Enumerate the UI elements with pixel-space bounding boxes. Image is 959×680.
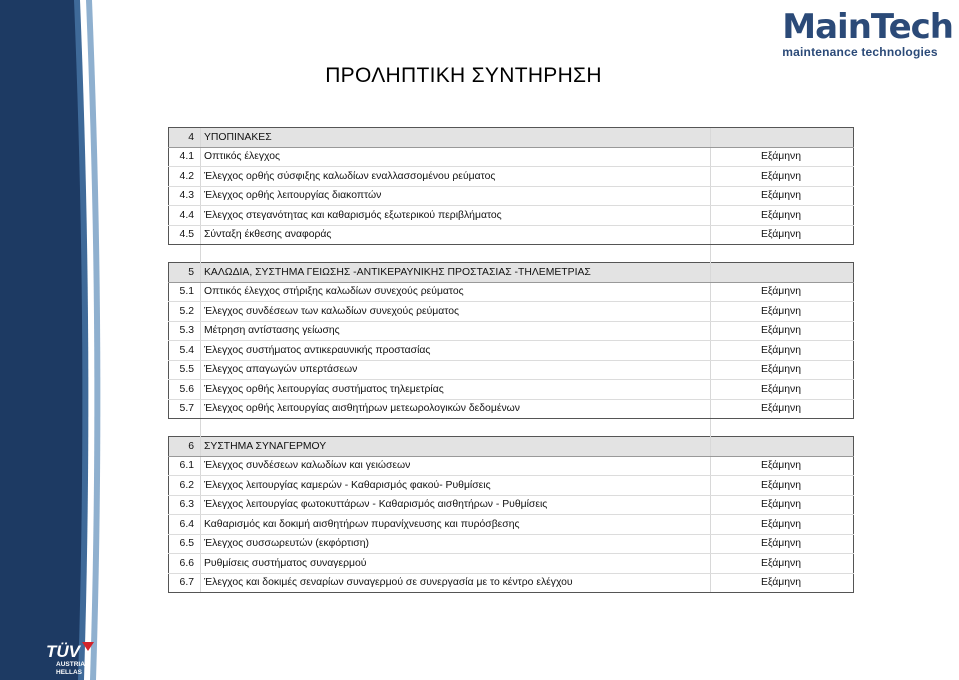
item-number: 6.5: [169, 534, 201, 554]
page-title: ΠΡΟΛΗΠΤΙΚΗ ΣΥΝΤΗΡΗΣΗ: [325, 64, 602, 87]
item-number: 5.1: [169, 282, 201, 302]
spacer-cell: [169, 245, 201, 263]
spacer-row: [169, 245, 854, 263]
section-header-row: [169, 437, 854, 457]
section-number: 6: [169, 437, 201, 457]
item-frequency: Εξάμηνη: [711, 282, 854, 302]
spacer-cell: [201, 419, 711, 437]
table-row: [169, 495, 854, 515]
spacer-cell: [201, 245, 711, 263]
section-number: 5: [169, 263, 201, 283]
item-number: 5.4: [169, 341, 201, 361]
item-number: 6.2: [169, 476, 201, 496]
table-row: [169, 554, 854, 574]
item-number: 5.3: [169, 321, 201, 341]
section-header-row: [169, 263, 854, 283]
item-frequency: Εξάμηνη: [711, 399, 854, 419]
table-row: [169, 206, 854, 226]
item-frequency: Εξάμηνη: [711, 321, 854, 341]
item-frequency: Εξάμηνη: [711, 456, 854, 476]
brand-name: MainTech: [782, 7, 953, 47]
table-row: [169, 302, 854, 322]
item-description: Έλεγχος στεγανότητας και καθαρισμός εξωτερικού περιβλήματος: [201, 206, 711, 226]
item-number: 4.5: [169, 225, 201, 245]
item-frequency: Εξάμηνη: [711, 167, 854, 187]
table-row: [169, 476, 854, 496]
item-frequency: Εξάμηνη: [711, 302, 854, 322]
item-number: 4.2: [169, 167, 201, 187]
item-frequency: Εξάμηνη: [711, 186, 854, 206]
table-row: [169, 360, 854, 380]
item-description: Έλεγχος απαγωγών υπερτάσεων: [201, 360, 711, 380]
table-row: [169, 399, 854, 419]
spacer-cell: [169, 419, 201, 437]
tuv-logo-sub2: HELLAS: [56, 669, 82, 676]
brand-tagline: maintenance technologies: [782, 45, 938, 59]
spacer-cell: [711, 419, 854, 437]
section-frequency: [711, 437, 854, 457]
item-description: Έλεγχος συστήματος αντικεραυνικής προστασίας: [201, 341, 711, 361]
section-title: ΚΑΛΩΔΙΑ, ΣΥΣΤΗΜΑ ΓΕΙΩΣΗΣ -ΑΝΤΙΚΕΡΑΥΝΙΚΗΣ ΠΡΟΣΤΑΣΙΑΣ -ΤΗΛΕΜΕΤΡΙΑΣ: [201, 263, 711, 283]
table-row: [169, 380, 854, 400]
item-frequency: Εξάμηνη: [711, 360, 854, 380]
item-number: 4.4: [169, 206, 201, 226]
item-description: Οπτικός έλεγχος στήριξης καλωδίων συνεχούς ρεύματος: [201, 282, 711, 302]
item-frequency: Εξάμηνη: [711, 147, 854, 167]
item-frequency: Εξάμηνη: [711, 225, 854, 245]
item-frequency: Εξάμηνη: [711, 476, 854, 496]
tuv-logo-mark: TÜV: [46, 642, 80, 661]
section-number: 4: [169, 128, 201, 148]
item-description: Έλεγχος ορθής λειτουργίας αισθητήρων μετεωρολογικών δεδομένων: [201, 399, 711, 419]
item-description: Έλεγχος συσσωρευτών (εκφόρτιση): [201, 534, 711, 554]
item-description: Μέτρηση αντίστασης γείωσης: [201, 321, 711, 341]
item-number: 6.6: [169, 554, 201, 574]
spacer-cell: [711, 245, 854, 263]
item-description: Έλεγχος ορθής λειτουργίας συστήματος τηλεμετρίας: [201, 380, 711, 400]
spacer-row: [169, 419, 854, 437]
maintenance-table: [168, 127, 854, 593]
section-title: ΥΠΟΠΙΝΑΚΕΣ: [201, 128, 711, 148]
item-frequency: Εξάμηνη: [711, 206, 854, 226]
tuv-logo-sub1: AUSTRIA: [56, 661, 85, 668]
item-number: 5.5: [169, 360, 201, 380]
item-number: 4.1: [169, 147, 201, 167]
maintenance-table-body: [169, 128, 854, 593]
item-description: Σύνταξη έκθεσης αναφοράς: [201, 225, 711, 245]
item-description: Έλεγχος συνδέσεων των καλωδίων συνεχούς ρεύματος: [201, 302, 711, 322]
decorative-side-band: [0, 0, 110, 680]
item-description: Ρυθμίσεις συστήματος συναγερμού: [201, 554, 711, 574]
item-description: Έλεγχος συνδέσεων καλωδίων και γειώσεων: [201, 456, 711, 476]
item-frequency: Εξάμηνη: [711, 573, 854, 593]
table-row: [169, 456, 854, 476]
item-description: Έλεγχος λειτουργίας καμερών - Καθαρισμός φακού- Ρυθμίσεις: [201, 476, 711, 496]
table-row: [169, 147, 854, 167]
item-description: Έλεγχος ορθής λειτουργίας διακοπτών: [201, 186, 711, 206]
table-row: [169, 282, 854, 302]
item-number: 6.3: [169, 495, 201, 515]
item-number: 6.4: [169, 515, 201, 535]
table-row: [169, 573, 854, 593]
section-title: ΣΥΣΤΗΜΑ ΣΥΝΑΓΕΡΜΟΥ: [201, 437, 711, 457]
item-frequency: Εξάμηνη: [711, 554, 854, 574]
tuv-logo: [44, 640, 96, 676]
section-frequency: [711, 128, 854, 148]
maintech-logo: [782, 7, 953, 59]
item-frequency: Εξάμηνη: [711, 515, 854, 535]
item-description: Έλεγχος ορθής σύσφιξης καλωδίων εναλλασσομένου ρεύματος: [201, 167, 711, 187]
item-number: 6.1: [169, 456, 201, 476]
page-title-container: [0, 64, 959, 88]
item-description: Έλεγχος λειτουργίας φωτοκυττάρων - Καθαρισμός αισθητήρων - Ρυθμίσεις: [201, 495, 711, 515]
item-frequency: Εξάμηνη: [711, 341, 854, 361]
item-number: 4.3: [169, 186, 201, 206]
table-row: [169, 515, 854, 535]
table-row: [169, 321, 854, 341]
table-row: [169, 341, 854, 361]
table-row: [169, 534, 854, 554]
item-number: 5.2: [169, 302, 201, 322]
section-header-row: [169, 128, 854, 148]
table-row: [169, 186, 854, 206]
item-frequency: Εξάμηνη: [711, 534, 854, 554]
item-frequency: Εξάμηνη: [711, 495, 854, 515]
item-description: Οπτικός έλεγχος: [201, 147, 711, 167]
item-number: 5.6: [169, 380, 201, 400]
section-frequency: [711, 263, 854, 283]
table-row: [169, 167, 854, 187]
item-number: 6.7: [169, 573, 201, 593]
item-description: Καθαρισμός και δοκιμή αισθητήρων πυρανίχνευσης και πυρόσβεσης: [201, 515, 711, 535]
item-description: Έλεγχος και δοκιμές σεναρίων συναγερμού σε συνεργασία με το κέντρο ελέγχου: [201, 573, 711, 593]
item-number: 5.7: [169, 399, 201, 419]
tuv-triangle-icon: [82, 642, 94, 651]
item-frequency: Εξάμηνη: [711, 380, 854, 400]
table-row: [169, 225, 854, 245]
